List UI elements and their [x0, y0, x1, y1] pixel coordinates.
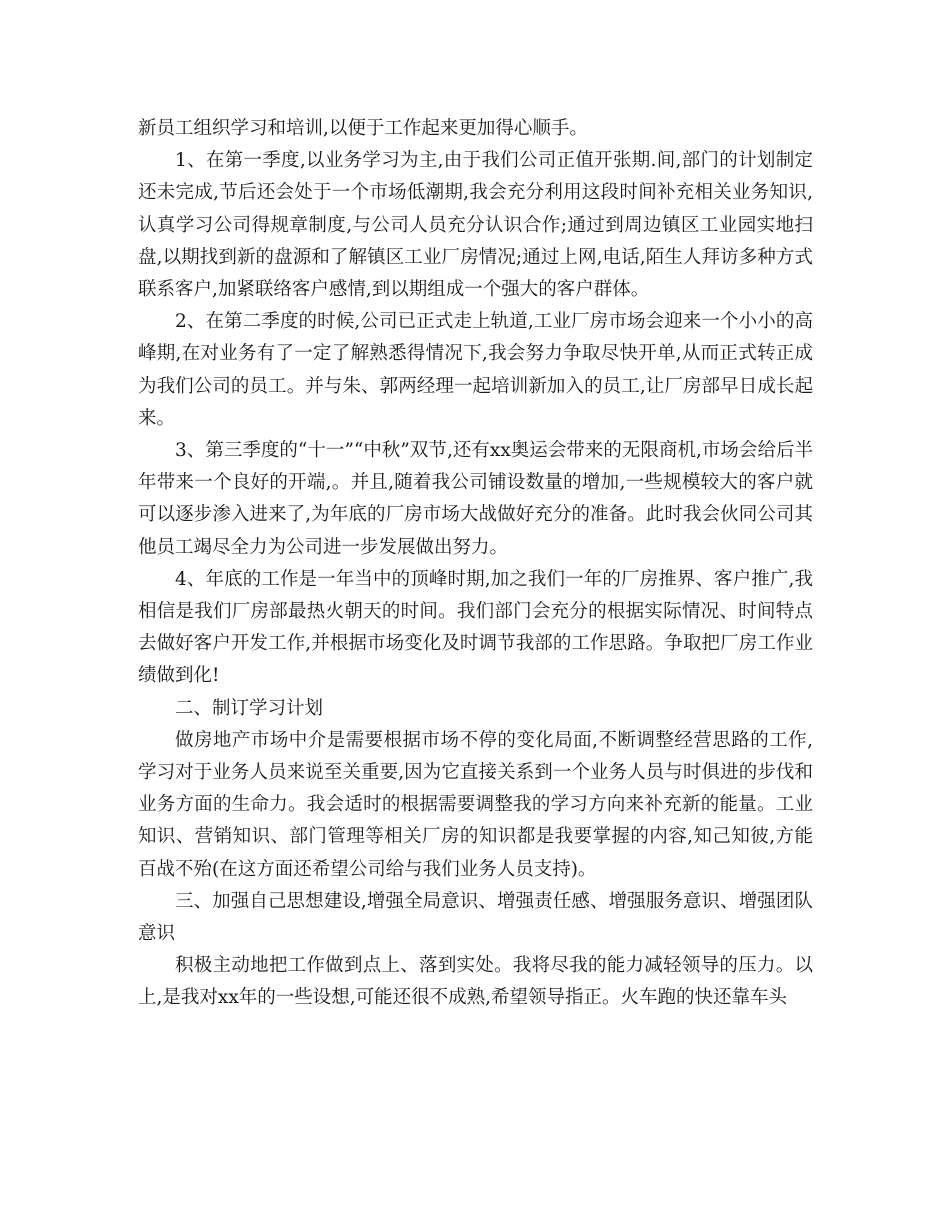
paragraph-q3-plan: 3、第三季度的“十一”“中秋”双节,还有xx奥运会带来的无限商机,市场会给后半年带来一个良好的开端,。并且,随着我公司铺设数量的增加,一些规模较大的客户就可以逐步渗入进来了,为年底的厂房市场大战做好充分的准备。此时我会伙同公司其他员工竭尽全力为公司进一步发展做出努力。	[138, 440, 813, 558]
document-body	[138, 113, 813, 1015]
paragraph-q1-plan: 1、在第一季度,以业务学习为主,由于我们公司正值开张期.间,部门的计划制定还未完成,节后还会处于一个市场低潮期,我会充分利用这段时间补充相关业务知识,认真学习公司得规章制度,与公司人员充分认识合作;通过到周边镇区工业园实地扫盘,以期找到新的盘源和了解镇区工业厂房情况;通过上网,电话,陌生人拜访多种方式联系客户,加紧联络客户感情,到以期组成一个强大的客户群体。	[138, 150, 813, 301]
paragraph-q2-plan: 2、在第二季度的时候,公司已正式走上轨道,工业厂房市场会迎来一个小小的高峰期,在对业务有了一定了解熟悉得情况下,我会努力争取尽快开单,从而正式转正成为我们公司的员工。并与朱、郭两经理一起培训新加入的员工,让厂房部早日成长起来。	[138, 311, 813, 429]
paragraph-year-end-plan: 4、年底的工作是一年当中的顶峰时期,加之我们一年的厂房推界、客户推广,我相信是我们厂房部最热火朝天的时间。我们部门会充分的根据实际情况、时间特点去做好客户开发工作,并根据市场变化及时调节我部的工作思路。争取把厂房工作业绩做到化!	[138, 568, 813, 687]
section-heading-ideology: 三、加强自己思想建设,增强全局意识、增强责任感、增强服务意识、增强团队意识	[138, 890, 813, 945]
paragraph-study-plan: 做房地产市场中介是需要根据市场不停的变化局面,不断调整经营思路的工作,学习对于业务人员来说至关重要,因为它直接关系到一个业务人员与时俱进的步伐和业务方面的生命力。我会适时的根据需要调整我的学习方向来补充新的能量。工业知识、营销知识、部门管理等相关厂房的知识都是我要掌握的内容,知己知彼,方能百战不殆(在这方面还希望公司给与我们业务人员支持)。	[138, 729, 813, 880]
paragraph-closing: 积极主动地把工作做到点上、落到实处。我将尽我的能力减轻领导的压力。以上,是我对xx年的一些设想,可能还很不成熟,希望领导指正。火车跑的快还靠车头	[138, 955, 813, 1009]
section-heading-study-plan: 二、制订学习计划	[175, 697, 324, 719]
paragraph-continuation: 新员工组织学习和培训,以便于工作起来更加得心顺手。	[138, 118, 588, 139]
